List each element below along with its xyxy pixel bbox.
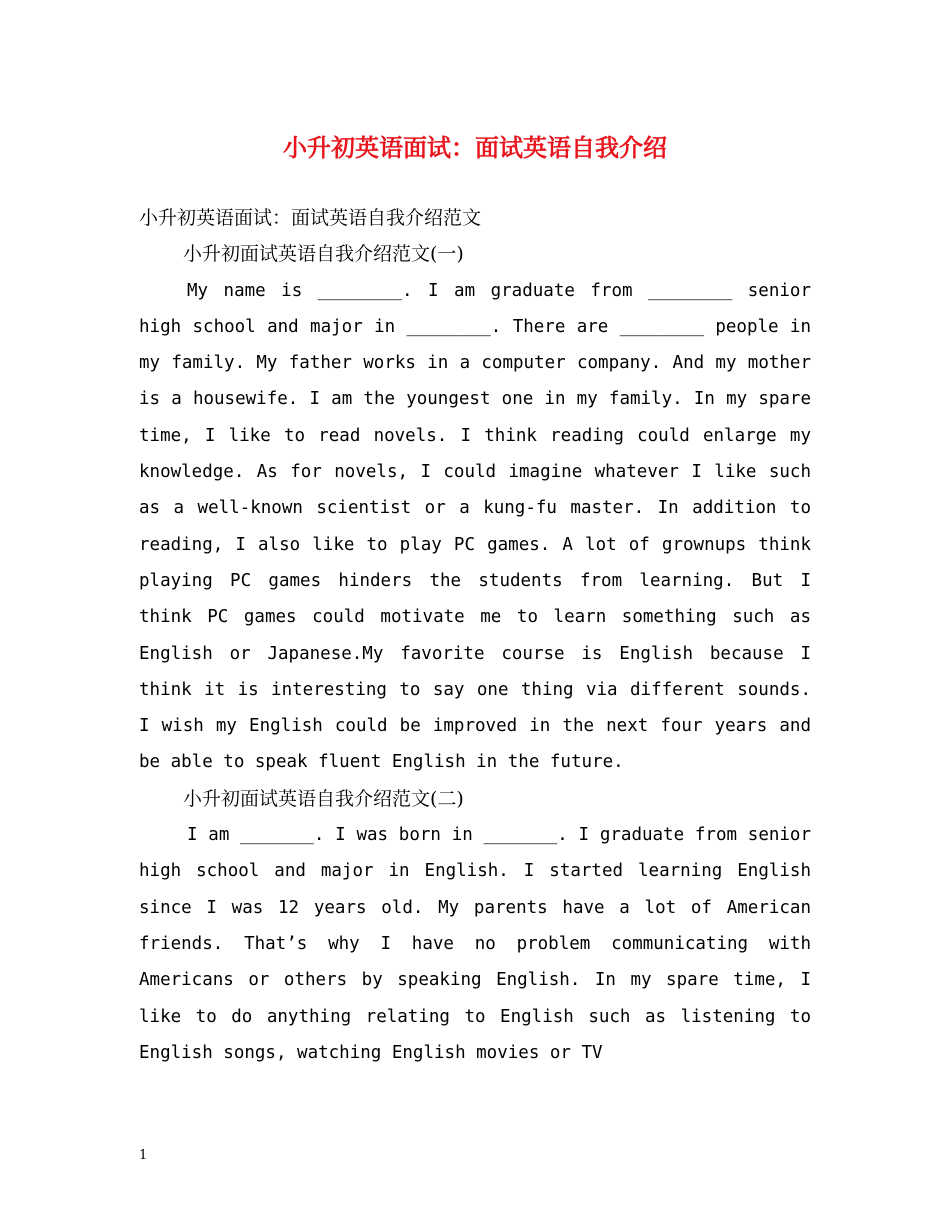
document-subtitle: 小升初英语面试：面试英语自我介绍范文 [139,207,482,229]
section-heading-1: 小升初面试英语自我介绍范文(一) [183,243,464,266]
section-body-1: My name is ________. I am graduate from ________ senior high school and major in ________. There are ________ people in my family. My father works in a computer company. And my mother is a housewife. I am the youngest one in my family. In my spare time, I like to read novels. I think reading could enlarge my knowledge. As for novels, I could imagine whatever I like such as a well-known scientist or a kung-fu master. In addition to reading, I also like to play PC games. A lot of grownups think playing PC games hinders the students from learning. But I think PC games could motivate me to learn something such as English or Japanese.My favorite course is English because I think it is interesting to say one thing via different sounds. I wish my English could be improved in the next four years and be able to speak fluent English in the future. [139,280,811,773]
document-content [139,200,811,1071]
section-heading-2: 小升初面试英语自我介绍范文(二) [183,787,464,810]
document-title: 小升初英语面试：面试英语自我介绍 [283,133,667,162]
page-number: 1 [139,1148,148,1163]
section-body-2: I am _______. I was born in _______. I graduate from senior high school and major in English. I started learning English since I was 12 years old. My parents have a lot of American friends. That’s why I have no problem communicating with Americans or others by speaking English. In my spare time, I like to do anything relating to English such as listening to English songs, watching English movies or TV [139,825,811,1063]
